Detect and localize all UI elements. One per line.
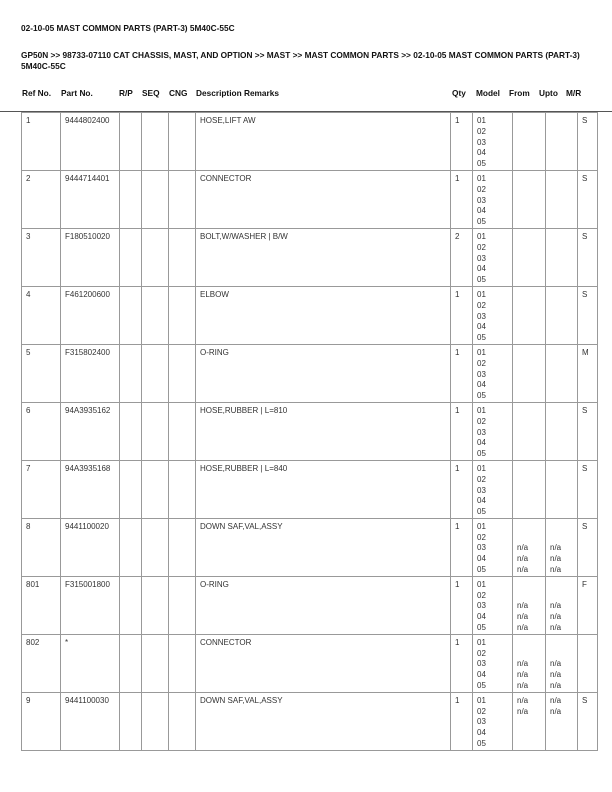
cell-description: CONNECTOR <box>196 170 451 228</box>
cell-mr: S <box>578 402 598 460</box>
table-row <box>22 286 598 344</box>
cell-qty: 1 <box>451 113 473 171</box>
cell-upto <box>546 170 578 228</box>
table-header <box>0 87 612 112</box>
cell-part-no: 9441100030 <box>61 692 120 750</box>
cell-model: 01 02 03 04 05 <box>473 286 513 344</box>
cell-seq <box>142 113 169 171</box>
cell-model: 01 02 03 04 05 <box>473 518 513 576</box>
cell-description: ELBOW <box>196 286 451 344</box>
cell-ref: 802 <box>22 634 61 692</box>
cell-ref: 4 <box>22 286 61 344</box>
cell-part-no: F461200600 <box>61 286 120 344</box>
cell-description: DOWN SAF,VAL,ASSY <box>196 518 451 576</box>
table-row <box>22 576 598 634</box>
cell-qty: 2 <box>451 228 473 286</box>
col-rp: R/P <box>119 88 133 98</box>
col-desc: Description Remarks <box>196 88 280 98</box>
col-cng: CNG <box>169 88 188 98</box>
breadcrumb: GP50N >> 98733-07110 CAT CHASSIS, MAST, AND OPTION >> MAST >> MAST COMMON PARTS >> 02-10-05 MAST COMMON PARTS (PART-3) 5M40C-55C <box>21 50 580 71</box>
cell-from <box>513 228 546 286</box>
cell-cng <box>169 692 196 750</box>
cell-description: O-RING <box>196 576 451 634</box>
cell-description: HOSE,RUBBER | L=840 <box>196 460 451 518</box>
cell-description: BOLT,W/WASHER | B/W <box>196 228 451 286</box>
cell-ref: 8 <box>22 518 61 576</box>
cell-cng <box>169 518 196 576</box>
cell-model: 01 02 03 04 05 <box>473 576 513 634</box>
cell-from <box>513 344 546 402</box>
cell-ref: 7 <box>22 460 61 518</box>
cell-qty: 1 <box>451 634 473 692</box>
cell-from <box>513 170 546 228</box>
cell-part-no: 94A3935162 <box>61 402 120 460</box>
cell-upto <box>546 344 578 402</box>
cell-qty: 1 <box>451 692 473 750</box>
cell-cng <box>169 228 196 286</box>
cell-part-no: 9444802400 <box>61 113 120 171</box>
table-row <box>22 460 598 518</box>
cell-mr: S <box>578 170 598 228</box>
col-mr: M/R <box>566 88 582 98</box>
table-row <box>22 402 598 460</box>
cell-model: 01 02 03 04 05 <box>473 170 513 228</box>
cell-mr: S <box>578 460 598 518</box>
cell-part-no: 9444714401 <box>61 170 120 228</box>
table-row <box>22 634 598 692</box>
cell-upto: n/a n/a n/a <box>546 634 578 692</box>
cell-rp <box>120 460 142 518</box>
cell-from: n/a n/a <box>513 692 546 750</box>
cell-mr: M <box>578 344 598 402</box>
table-row <box>22 692 598 750</box>
cell-upto <box>546 286 578 344</box>
cell-qty: 1 <box>451 460 473 518</box>
cell-cng <box>169 344 196 402</box>
cell-cng <box>169 113 196 171</box>
cell-from <box>513 113 546 171</box>
cell-from <box>513 402 546 460</box>
table-row <box>22 113 598 171</box>
cell-model: 01 02 03 04 05 <box>473 634 513 692</box>
parts-table <box>21 112 598 751</box>
cell-model: 01 02 03 04 05 <box>473 344 513 402</box>
col-model: Model <box>476 88 500 98</box>
cell-qty: 1 <box>451 576 473 634</box>
cell-upto <box>546 228 578 286</box>
cell-mr: S <box>578 692 598 750</box>
cell-upto <box>546 113 578 171</box>
cell-part-no: 9441100020 <box>61 518 120 576</box>
cell-description: O-RING <box>196 344 451 402</box>
cell-mr: S <box>578 228 598 286</box>
cell-mr <box>578 634 598 692</box>
table-row <box>22 518 598 576</box>
cell-model: 01 02 03 04 05 <box>473 402 513 460</box>
cell-cng <box>169 170 196 228</box>
cell-rp <box>120 286 142 344</box>
cell-cng <box>169 460 196 518</box>
cell-upto: n/a n/a n/a <box>546 518 578 576</box>
cell-cng <box>169 286 196 344</box>
cell-part-no: F315001800 <box>61 576 120 634</box>
cell-mr: S <box>578 113 598 171</box>
cell-ref: 5 <box>22 344 61 402</box>
cell-rp <box>120 170 142 228</box>
cell-from: n/a n/a n/a <box>513 576 546 634</box>
cell-seq <box>142 576 169 634</box>
cell-qty: 1 <box>451 344 473 402</box>
cell-upto <box>546 402 578 460</box>
cell-rp <box>120 228 142 286</box>
cell-upto: n/a n/a n/a <box>546 576 578 634</box>
cell-part-no: * <box>61 634 120 692</box>
cell-from: n/a n/a n/a <box>513 518 546 576</box>
cell-ref: 3 <box>22 228 61 286</box>
col-from: From <box>509 88 530 98</box>
cell-cng <box>169 402 196 460</box>
cell-seq <box>142 402 169 460</box>
cell-seq <box>142 460 169 518</box>
cell-rp <box>120 576 142 634</box>
cell-ref: 2 <box>22 170 61 228</box>
cell-description: DOWN SAF,VAL,ASSY <box>196 692 451 750</box>
page-title: 02-10-05 MAST COMMON PARTS (PART-3) 5M40C-55C <box>21 23 235 33</box>
cell-qty: 1 <box>451 286 473 344</box>
cell-rp <box>120 402 142 460</box>
cell-mr: S <box>578 518 598 576</box>
cell-from <box>513 460 546 518</box>
cell-cng <box>169 634 196 692</box>
cell-ref: 1 <box>22 113 61 171</box>
cell-description: HOSE,RUBBER | L=810 <box>196 402 451 460</box>
cell-part-no: F180510020 <box>61 228 120 286</box>
cell-seq <box>142 518 169 576</box>
col-ref: Ref No. <box>22 88 52 98</box>
cell-upto: n/a n/a <box>546 692 578 750</box>
cell-model: 01 02 03 04 05 <box>473 113 513 171</box>
cell-seq <box>142 634 169 692</box>
cell-model: 01 02 03 04 05 <box>473 460 513 518</box>
col-upto: Upto <box>539 88 558 98</box>
cell-part-no: 94A3935168 <box>61 460 120 518</box>
cell-from: n/a n/a n/a <box>513 634 546 692</box>
cell-model: 01 02 03 04 05 <box>473 228 513 286</box>
cell-from <box>513 286 546 344</box>
col-part: Part No. <box>61 88 93 98</box>
cell-ref: 9 <box>22 692 61 750</box>
cell-upto <box>546 460 578 518</box>
cell-rp <box>120 692 142 750</box>
cell-qty: 1 <box>451 170 473 228</box>
cell-rp <box>120 344 142 402</box>
cell-cng <box>169 576 196 634</box>
cell-ref: 6 <box>22 402 61 460</box>
cell-description: HOSE,LIFT AW <box>196 113 451 171</box>
cell-mr: S <box>578 286 598 344</box>
cell-rp <box>120 113 142 171</box>
cell-seq <box>142 344 169 402</box>
cell-mr: F <box>578 576 598 634</box>
cell-description: CONNECTOR <box>196 634 451 692</box>
col-qty: Qty <box>452 88 466 98</box>
cell-part-no: F315802400 <box>61 344 120 402</box>
table-row <box>22 170 598 228</box>
cell-model: 01 02 03 04 05 <box>473 692 513 750</box>
cell-ref: 801 <box>22 576 61 634</box>
cell-seq <box>142 692 169 750</box>
cell-qty: 1 <box>451 518 473 576</box>
table-row <box>22 344 598 402</box>
cell-rp <box>120 634 142 692</box>
cell-seq <box>142 170 169 228</box>
col-seq: SEQ <box>142 88 160 98</box>
cell-rp <box>120 518 142 576</box>
table-row <box>22 228 598 286</box>
cell-seq <box>142 228 169 286</box>
cell-seq <box>142 286 169 344</box>
cell-qty: 1 <box>451 402 473 460</box>
